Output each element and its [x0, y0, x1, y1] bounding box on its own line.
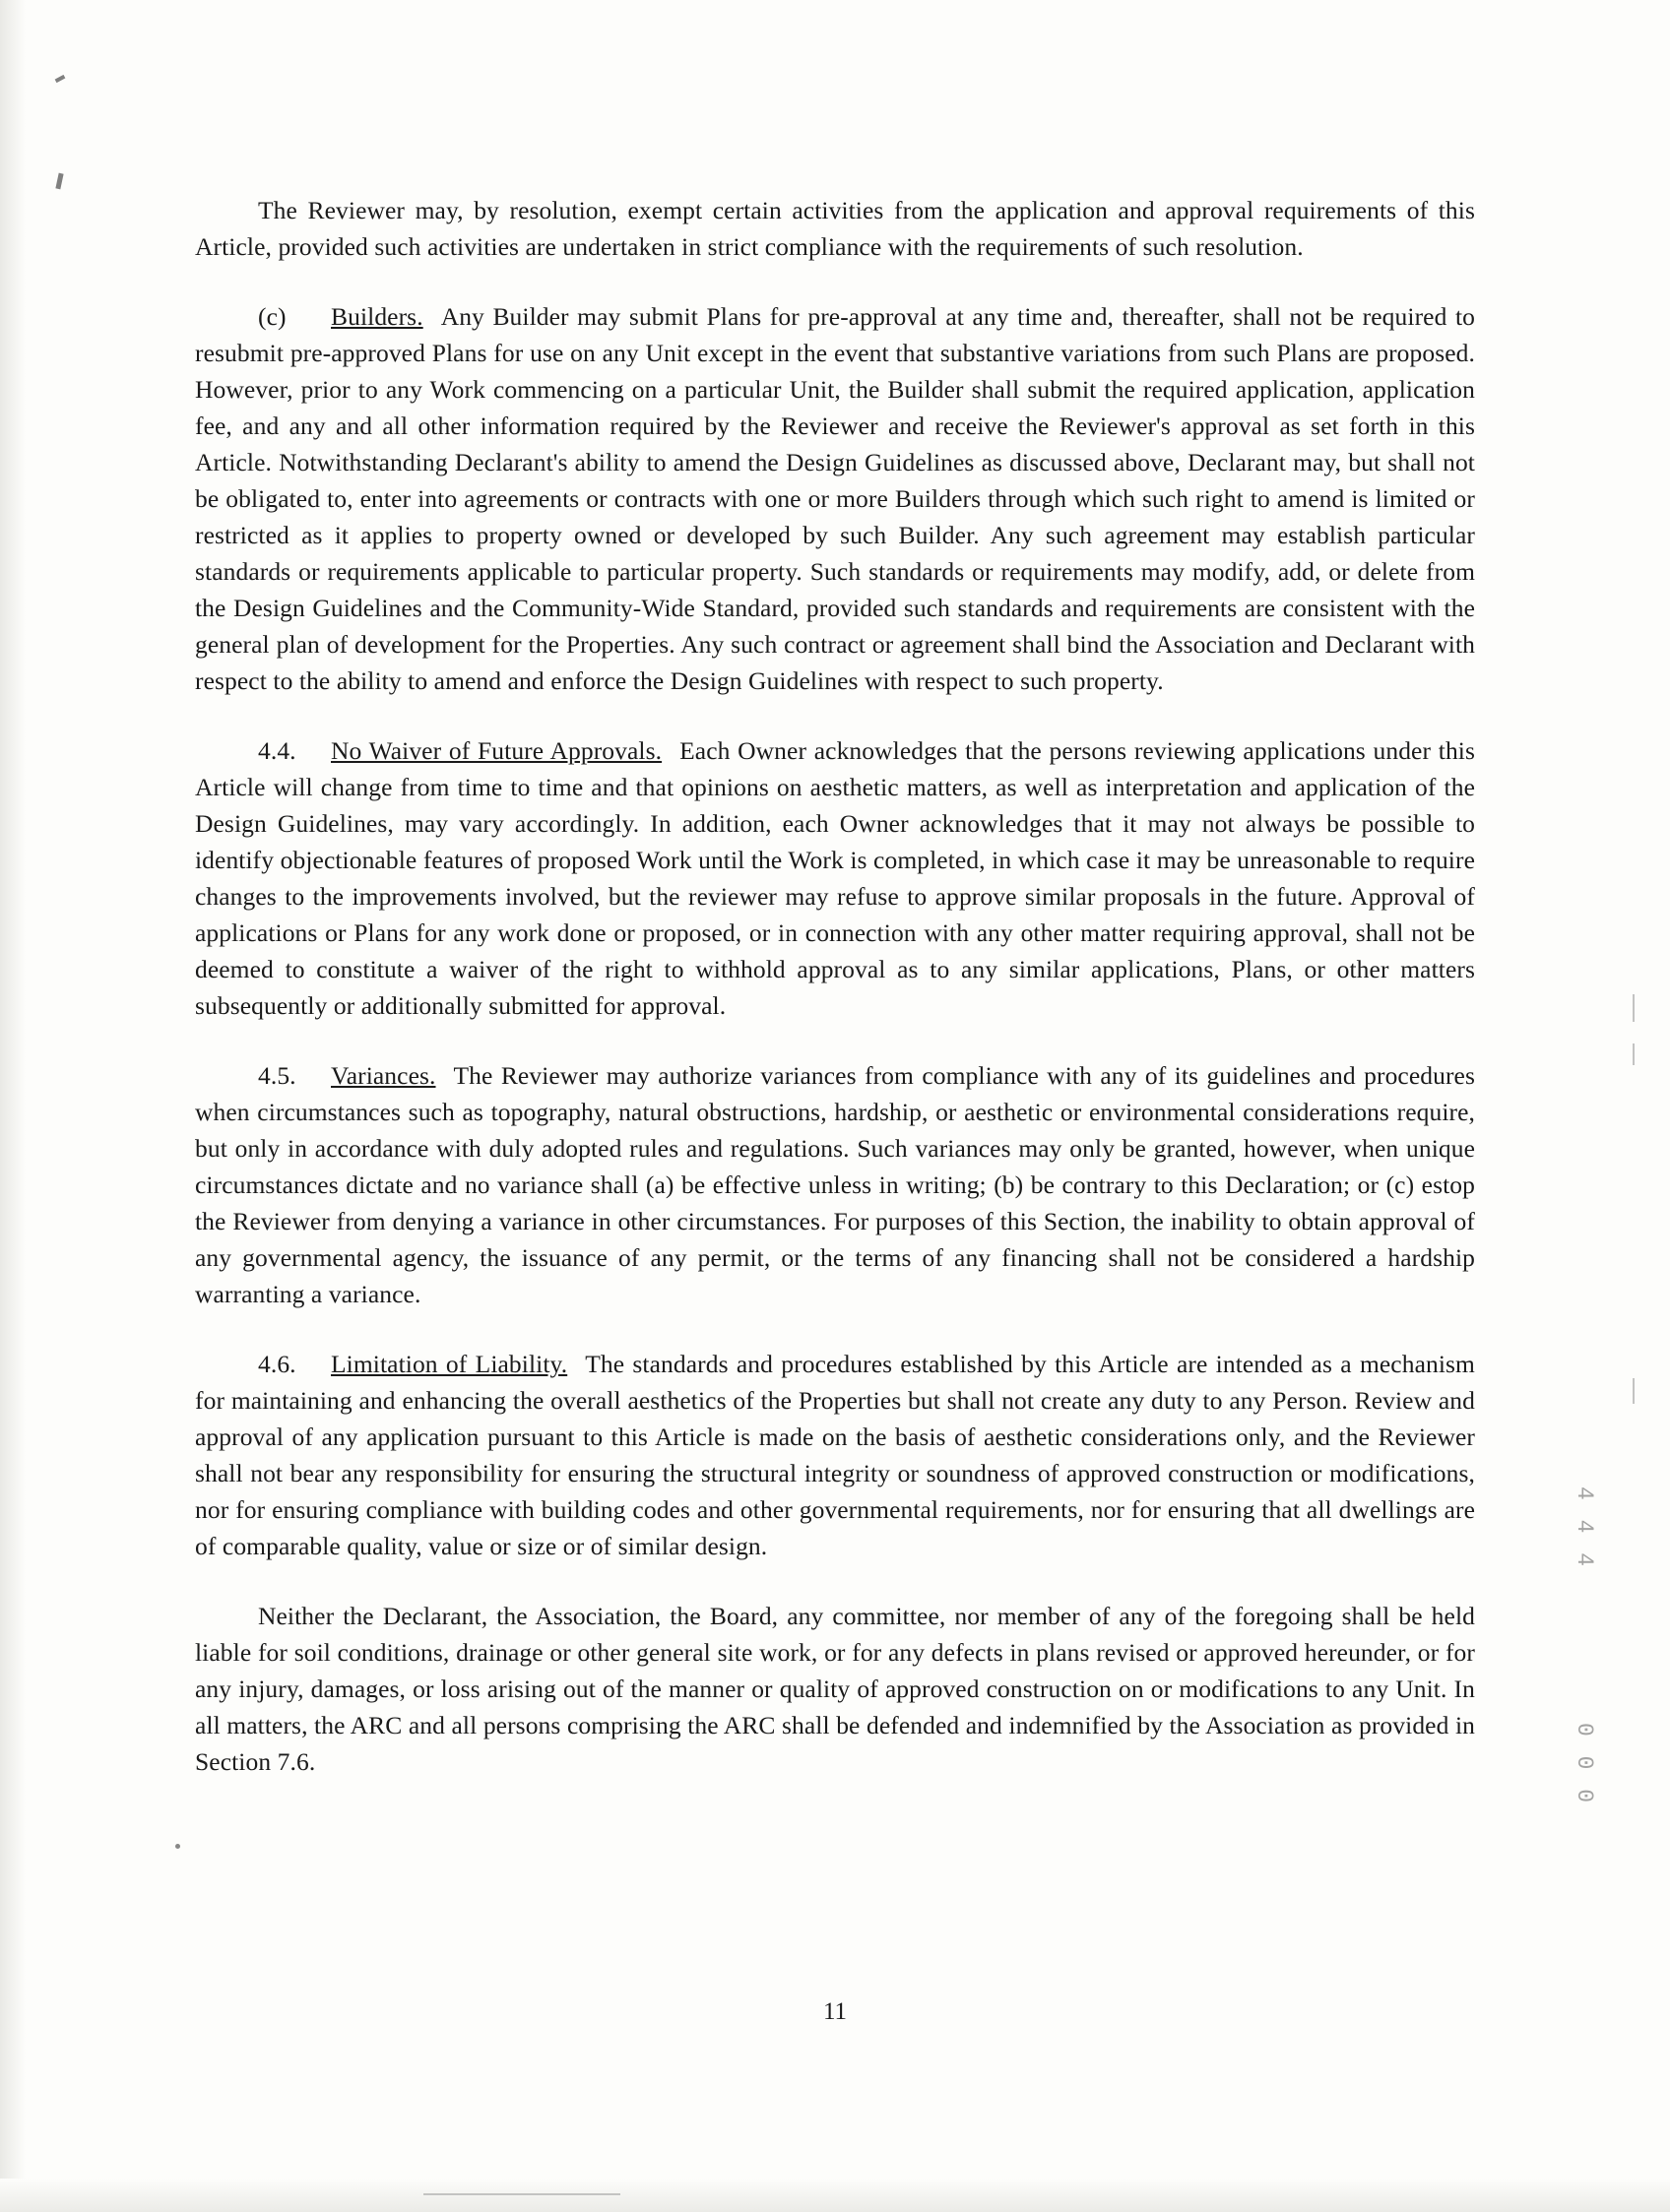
paragraph-limitation-of-liability [195, 1346, 1475, 1564]
scan-line-artifact [423, 2193, 620, 2195]
scan-tick-artifact [1633, 1043, 1635, 1065]
paragraph-text: Each Owner acknowledges that the persons reviewing applications under this Article will change from time to time and that opinions on aesthetic matters, as well as interpretation and application of the Design Guidelines, may vary accordingly. In addition, each Owner acknowledges that it may not always be possible to identify objectionable features of proposed Work until the Work is completed, in which case it may be unreasonable to require changes to the improvements involved, but the reviewer may refuse to approve similar proposals in the future. Approval of applications or Plans for any work done or proposed, or in connection with any other matter requiring approval, shall not be deemed to constitute a waiver of the right to withhold approval as to any similar applications, Plans, or other matters subsequently or additionally submitted for approval. [195, 736, 1476, 1020]
paragraph-heading: Variances. [331, 1061, 436, 1090]
scan-edge-bottom [0, 2179, 1670, 2212]
paragraph-heading: Builders. [331, 302, 423, 331]
paragraph-number: 4.4. [258, 736, 296, 765]
paragraph-text: The standards and procedures established by this Article are intended as a mechanism for maintaining and enhancing the overall aesthetics of the Properties but shall not create any duty to any Person. Review and approval of any application pursuant to this Article is made on the basis of aesthetic considerations only, and the Reviewer shall not bear any responsibility for ensuring the structural integrity or soundness of approved construction or modifications, nor for ensuring compliance with building codes and other governmental requirements, nor for ensuring that all dwellings are of comparable quality, value or size or of similar design. [195, 1350, 1475, 1560]
page-number: 11 [822, 1998, 848, 2025]
paragraph-number: 4.5. [258, 1061, 296, 1090]
paragraph-text: The Reviewer may, by resolution, exempt certain activities from the application and approval requirements of this Article, provided such activities are undertaken in strict compliance with the requirements of such resolution. [195, 196, 1475, 261]
paragraph-heading: Limitation of Liability. [331, 1350, 568, 1378]
document-body [195, 192, 1475, 1813]
scan-speck-icon [175, 1844, 180, 1849]
paragraph-number: 4.6. [258, 1350, 296, 1378]
paragraph-reviewer-exempt [195, 192, 1475, 265]
paragraph-variances [195, 1057, 1475, 1312]
paragraph-neither-declarant [195, 1598, 1475, 1780]
paragraph-heading: No Waiver of Future Approvals. [331, 736, 663, 765]
paragraph-no-waiver-of-future-approvals [195, 732, 1475, 1024]
scan-tick-artifact [1633, 1378, 1635, 1404]
paragraph-text: The Reviewer may authorize variances from compliance with any of its guidelines and procedures when circumstances such as topography, natural obstructions, hardship, or aesthetic or environmental considerations require, but only in accordance with duly adopted rules and regulations. Such variances may only be granted, however, when unique circumstances dictate and no variance shall (a) be effective unless in writing; (b) be contrary to this Declaration; or (c) estop the Reviewer from denying a variance in other circumstances. For purposes of this Section, the inability to obtain approval of any governmental agency, the issuance of any permit, or the terms of any financing shall not be considered a hardship warranting a variance. [195, 1061, 1475, 1308]
scan-edge-left [0, 0, 26, 2212]
margin-marks [1570, 965, 1629, 1851]
paragraph-number: (c) [258, 302, 287, 331]
scan-speck-icon [55, 173, 63, 190]
scan-speck-icon [55, 75, 66, 83]
scan-tick-artifact [1633, 994, 1635, 1022]
paragraph-text: Any Builder may submit Plans for pre-approval at any time and, thereafter, shall not be required to resubmit pre-approved Plans for use on any Unit except in the event that substantive variations from such Plans are proposed. However, prior to any Work commencing on a particular Unit, the Builder shall submit the required application, application fee, and any and all other information required by the Reviewer and receive the Reviewer's approval as set forth in this Article. Notwithstanding Declarant's ability to amend the Design Guidelines as discussed above, Declarant may, but shall not be obligated to, enter into agreements or contracts with one or more Builders through which such right to amend is limited or restricted as it applies to property owned or developed by such Builder. Any such agreement may establish particular standards or requirements applicable to particular property. Such standards or requirements may modify, add, or delete from the Design Guidelines and the Community-Wide Standard, provided such standards and requirements are consistent with the general plan of development for the Properties. Any such contract or agreement shall bind the Association and Declarant with respect to the ability to amend and enforce the Design Guidelines with respect to such property. [195, 302, 1475, 695]
paragraph-text: Neither the Declarant, the Association, the Board, any committee, nor member of any of the foregoing shall be held liable for soil conditions, drainage or other general site work, or for any defects in plans revised or approved hereunder, or for any injury, damages, or loss arising out of the manner or quality of approved construction on or modifications to any Unit. In all matters, the ARC and all persons comprising the ARC shall be defended and indemnified by the Association as provided in Section 7.6. [195, 1602, 1475, 1776]
margin-mark-lower: 0 0 0 [1572, 1723, 1597, 1806]
margin-mark-upper: 4 4 4 [1572, 1486, 1597, 1570]
paragraph-builders [195, 298, 1475, 699]
